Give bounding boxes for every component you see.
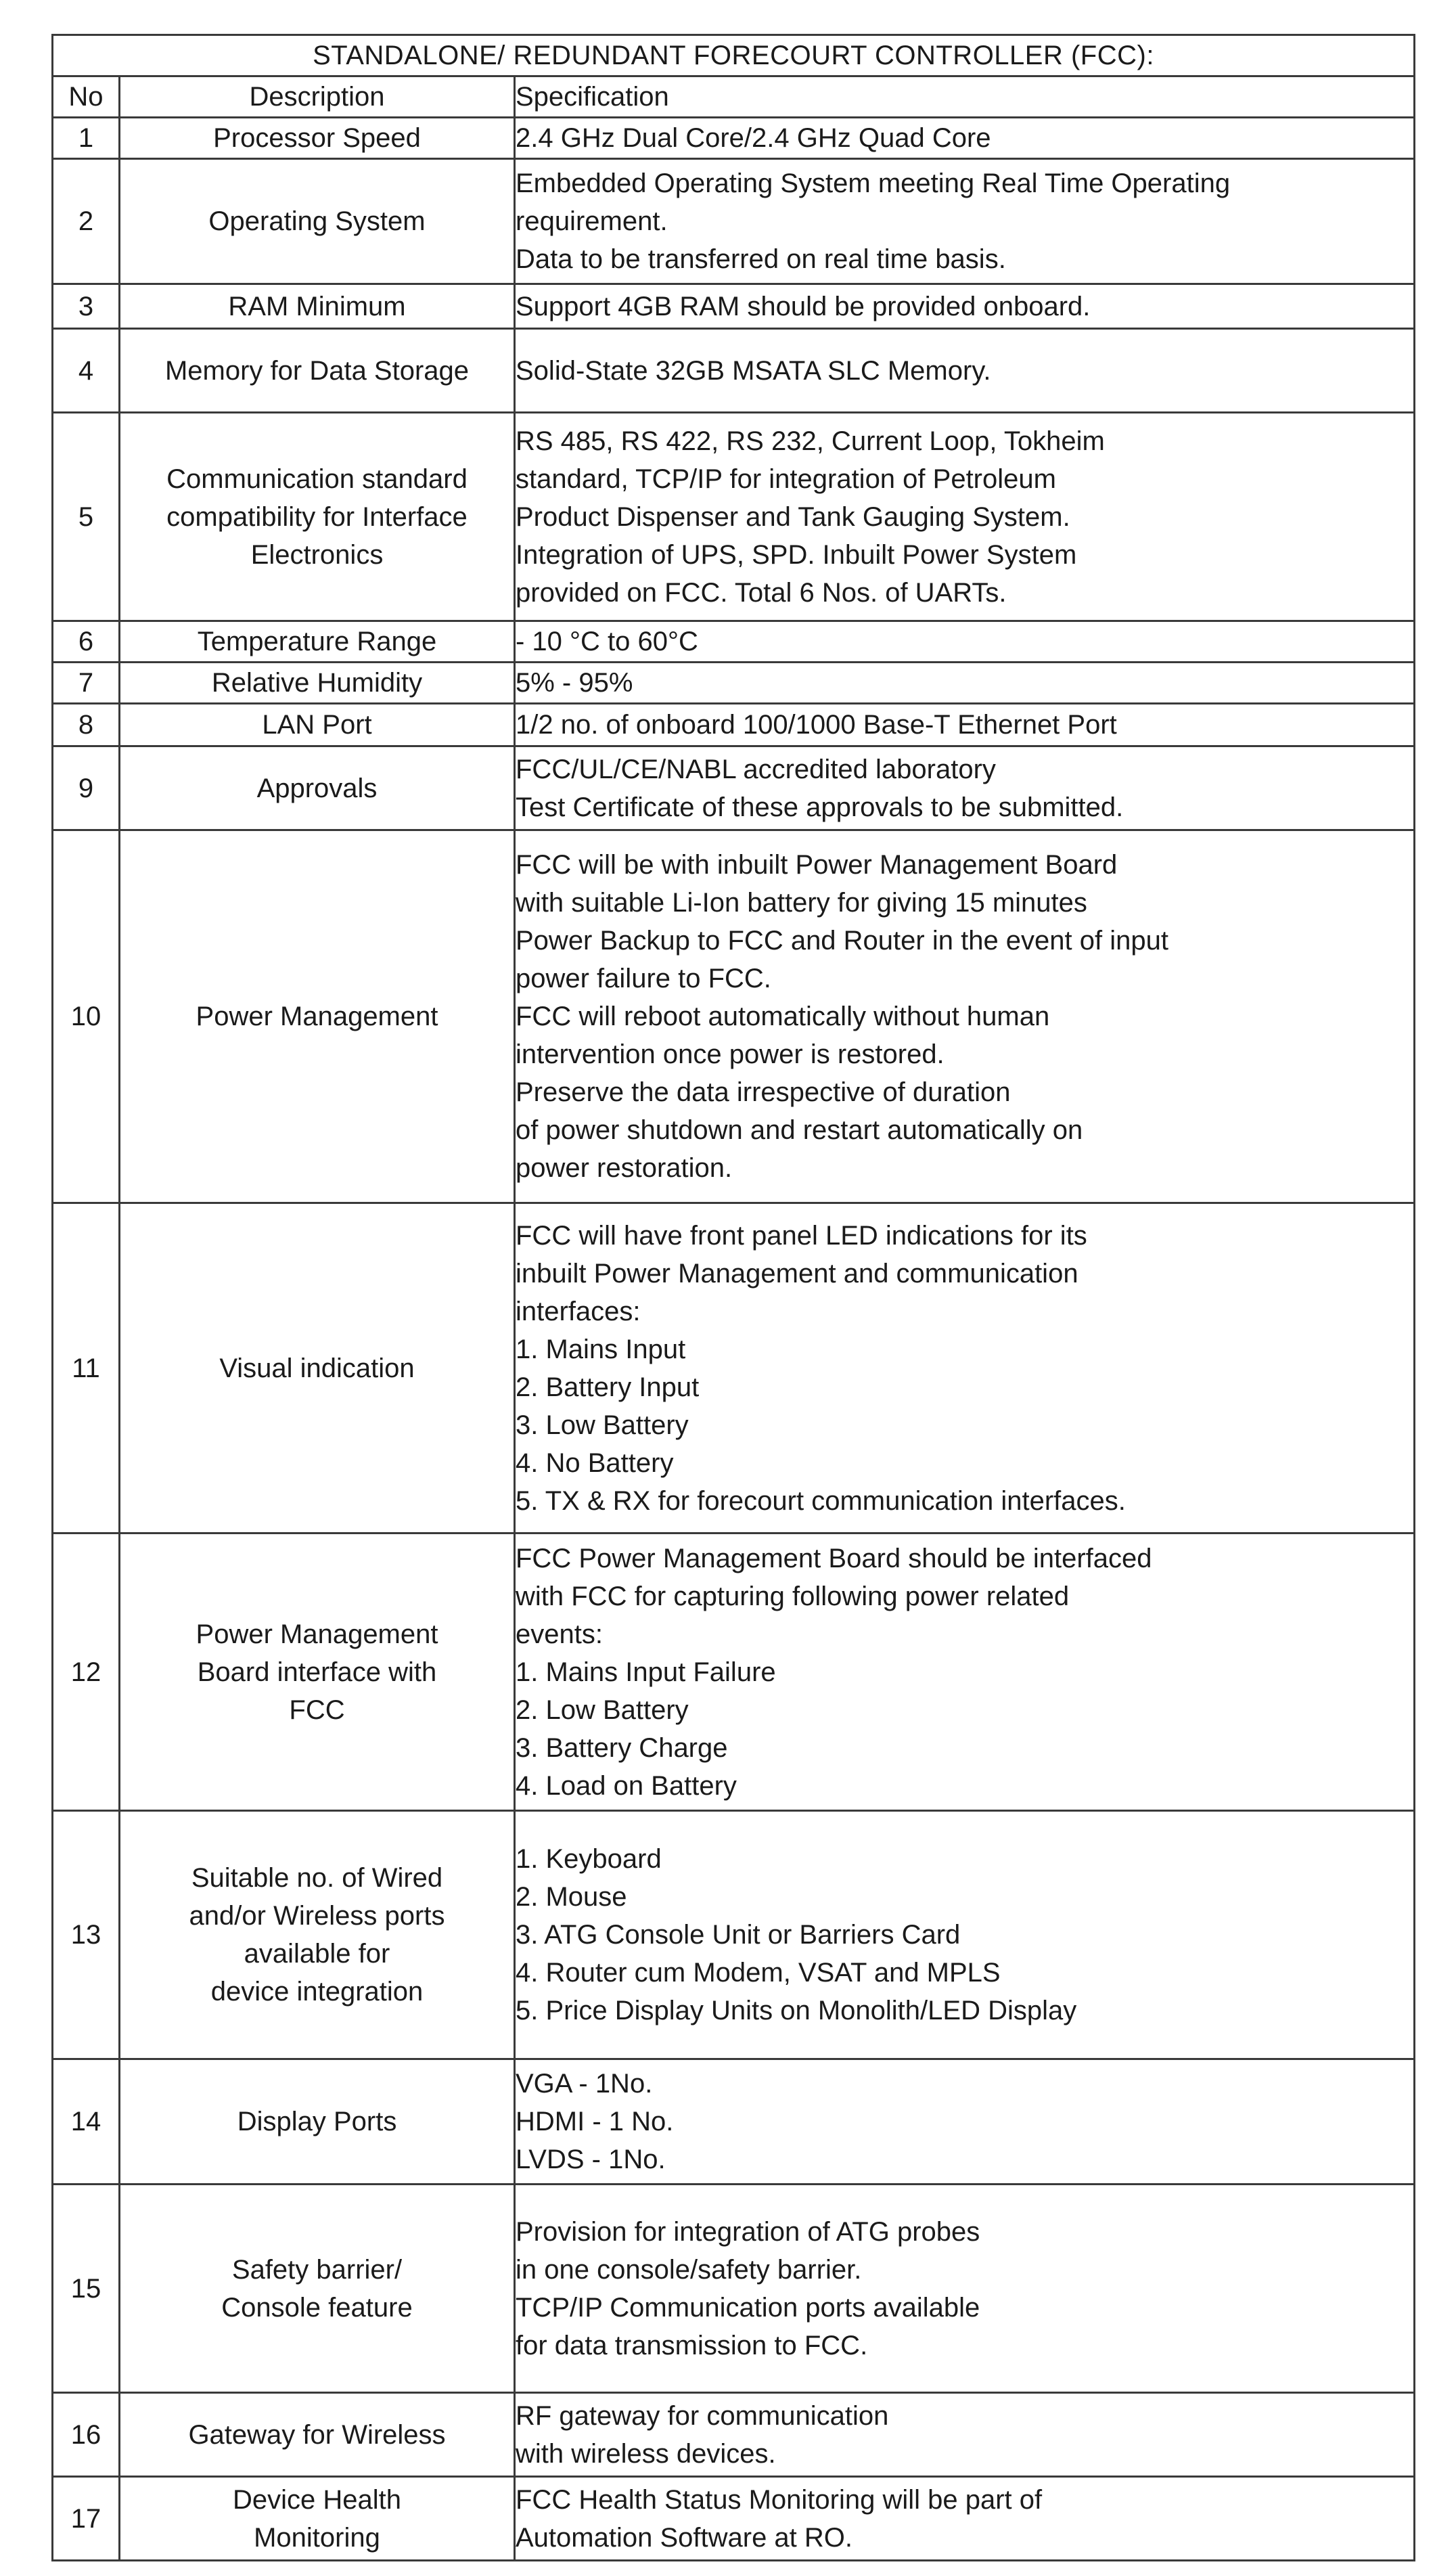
table-row xyxy=(53,621,1415,663)
row-number: 14 xyxy=(53,2059,120,2185)
table-row xyxy=(53,830,1415,1203)
row-specification xyxy=(515,663,1415,704)
table-row xyxy=(53,284,1415,329)
specification-line: requirement. xyxy=(516,206,668,236)
specification-line: with FCC for capturing following power related xyxy=(516,1581,1070,1611)
specification-line: FCC will have front panel LED indications for its xyxy=(516,1220,1087,1251)
specification-line: Provision for integration of ATG probes xyxy=(516,2216,980,2247)
description-line: Memory for Data Storage xyxy=(164,355,470,386)
table-row xyxy=(53,329,1415,413)
table-row xyxy=(53,413,1415,621)
table-row xyxy=(53,159,1415,284)
specification-line: events: xyxy=(516,1619,603,1649)
specification-line: Data to be transferred on real time basis. xyxy=(516,244,1006,274)
row-specification xyxy=(515,284,1415,329)
specification-line: Embedded Operating System meeting Real Time Operating xyxy=(516,169,1231,198)
specification-line: Automation Software at RO. xyxy=(516,2522,853,2553)
specification-line: RF gateway for communication xyxy=(516,2400,889,2431)
specification-line: 1/2 no. of onboard 100/1000 Base-T Ethernet Port xyxy=(516,710,1117,740)
description-line: Approvals xyxy=(256,773,378,803)
title-row xyxy=(53,35,1415,76)
specification-line: RS 485, RS 422, RS 232, Current Loop, Tokheim xyxy=(516,426,1105,456)
header-description: Description xyxy=(120,76,515,118)
row-specification xyxy=(515,159,1415,284)
description-line: Board interface with xyxy=(197,1657,437,1687)
row-description xyxy=(120,329,515,413)
row-description xyxy=(120,704,515,746)
specification-line: for data transmission to FCC. xyxy=(516,2330,868,2360)
specification-line: HDMI - 1 No. xyxy=(516,2107,674,2136)
description-line: LAN Port xyxy=(262,710,372,740)
row-description xyxy=(120,2477,515,2561)
specification-line: 2. Mouse xyxy=(516,1882,627,1912)
description-line: Visual indication xyxy=(219,1353,415,1383)
specification-line: 4. Router cum Modem, VSAT and MPLS xyxy=(516,1958,1001,1988)
specification-line: inbuilt Power Management and communication xyxy=(516,1258,1078,1289)
row-number: 11 xyxy=(53,1203,120,1533)
row-number: 2 xyxy=(53,159,120,284)
row-description xyxy=(120,1203,515,1533)
specification-line: power failure to FCC. xyxy=(516,964,771,993)
specification-line: standard, TCP/IP for integration of Petroleum xyxy=(516,464,1056,494)
row-specification xyxy=(515,1203,1415,1533)
specification-line: 3. Low Battery xyxy=(516,1410,689,1440)
table-body xyxy=(53,118,1415,2561)
description-line: Console feature xyxy=(221,2292,413,2323)
row-specification xyxy=(515,2059,1415,2185)
row-description xyxy=(120,413,515,621)
row-number: 7 xyxy=(53,663,120,704)
description-line: Communication standard xyxy=(166,464,468,494)
row-description xyxy=(120,621,515,663)
description-line: Relative Humidity xyxy=(211,668,423,698)
specification-line: Power Backup to FCC and Router in the event of input xyxy=(516,926,1168,956)
specification-line: 3. ATG Console Unit or Barriers Card xyxy=(516,1920,961,1950)
row-description xyxy=(120,284,515,329)
row-specification xyxy=(515,2477,1415,2561)
table-row xyxy=(53,2059,1415,2185)
specification-line: 4. No Battery xyxy=(516,1448,674,1478)
specification-line: FCC Health Status Monitoring will be part of xyxy=(516,2484,1043,2515)
row-specification xyxy=(515,621,1415,663)
header-specification: Specification xyxy=(515,76,1415,118)
specification-line: with wireless devices. xyxy=(516,2438,776,2469)
description-line: Gateway for Wireless xyxy=(188,2419,446,2450)
specification-line: Test Certificate of these approvals to be submitted. xyxy=(516,792,1124,822)
row-description xyxy=(120,1533,515,1811)
table-row xyxy=(53,118,1415,159)
description-line: Operating System xyxy=(208,206,426,236)
description-line: available for xyxy=(244,1939,390,1969)
table-row xyxy=(53,704,1415,746)
specification-line: 3. Battery Charge xyxy=(516,1732,728,1763)
row-number: 9 xyxy=(53,746,120,830)
specification-line: interfaces: xyxy=(516,1296,641,1326)
specification-line: Integration of UPS, SPD. Inbuilt Power System xyxy=(516,539,1077,570)
description-line: Electronics xyxy=(250,539,384,570)
specification-line: 1. Mains Input xyxy=(516,1334,686,1364)
row-specification xyxy=(515,704,1415,746)
header-row xyxy=(53,76,1415,118)
description-line: Processor Speed xyxy=(213,123,421,153)
description-line: Device Health xyxy=(232,2484,401,2515)
row-specification xyxy=(515,2185,1415,2393)
row-number: 5 xyxy=(53,413,120,621)
specification-line: 1. Keyboard xyxy=(516,1844,662,1874)
row-number: 13 xyxy=(53,1811,120,2059)
row-description xyxy=(120,2185,515,2393)
specification-line: of power shutdown and restart automatically on xyxy=(516,1115,1083,1145)
specification-line: Solid-State 32GB MSATA SLC Memory. xyxy=(516,355,991,386)
table-row xyxy=(53,2393,1415,2477)
description-line: Power Management xyxy=(196,1619,438,1649)
specification-line: LVDS - 1No. xyxy=(516,2145,666,2174)
row-specification xyxy=(515,2393,1415,2477)
row-number: 10 xyxy=(53,830,120,1203)
specification-line: TCP/IP Communication ports available xyxy=(516,2292,980,2323)
specification-line: 2. Low Battery xyxy=(516,1695,689,1725)
specification-line: Support 4GB RAM should be provided onboard. xyxy=(516,291,1091,321)
specification-line: 4. Load on Battery xyxy=(516,1770,737,1801)
row-specification xyxy=(515,118,1415,159)
specification-line: with suitable Li-Ion battery for giving 15 minutes xyxy=(516,888,1087,918)
description-line: device integration xyxy=(210,1977,424,2007)
fcc-spec-table xyxy=(51,34,1415,2561)
table-title: STANDALONE/ REDUNDANT FORECOURT CONTROLLER (FCC): xyxy=(53,35,1415,76)
row-description xyxy=(120,1811,515,2059)
description-line: RAM Minimum xyxy=(228,291,406,321)
specification-line: - 10 °C to 60°C xyxy=(516,627,698,656)
row-number: 16 xyxy=(53,2393,120,2477)
row-description xyxy=(120,118,515,159)
row-specification xyxy=(515,1533,1415,1811)
description-line: Temperature Range xyxy=(197,627,437,656)
specification-line: 2.4 GHz Dual Core/2.4 GHz Quad Core xyxy=(516,123,991,153)
specification-line: FCC/UL/CE/NABL accredited laboratory xyxy=(516,754,996,784)
row-number: 6 xyxy=(53,621,120,663)
description-line: Display Ports xyxy=(237,2107,397,2136)
row-description xyxy=(120,746,515,830)
description-line: and/or Wireless ports xyxy=(189,1901,445,1931)
specification-line: provided on FCC. Total 6 Nos. of UARTs. xyxy=(516,577,1007,608)
specification-line: 5% - 95% xyxy=(516,668,633,698)
specification-line: intervention once power is restored. xyxy=(516,1039,945,1069)
row-description xyxy=(120,663,515,704)
table-row xyxy=(53,663,1415,704)
row-description xyxy=(120,2059,515,2185)
row-number: 12 xyxy=(53,1533,120,1811)
table-row xyxy=(53,1533,1415,1811)
description-line: Safety barrier/ xyxy=(231,2254,403,2285)
row-description xyxy=(120,830,515,1203)
row-number: 17 xyxy=(53,2477,120,2561)
row-number: 15 xyxy=(53,2185,120,2393)
specification-line: FCC Power Management Board should be interfaced xyxy=(516,1543,1152,1573)
description-line: Monitoring xyxy=(254,2522,380,2553)
row-number: 3 xyxy=(53,284,120,329)
description-line: Power Management xyxy=(196,1002,438,1031)
description-line: compatibility for Interface xyxy=(166,501,468,532)
table-row xyxy=(53,2477,1415,2561)
table-row xyxy=(53,1811,1415,2059)
table-row xyxy=(53,1203,1415,1533)
specification-line: power restoration. xyxy=(516,1153,733,1183)
row-number: 8 xyxy=(53,704,120,746)
row-description xyxy=(120,159,515,284)
specification-line: FCC will reboot automatically without human xyxy=(516,1002,1050,1031)
description-line: Suitable no. of Wired xyxy=(191,1863,443,1893)
row-specification xyxy=(515,329,1415,413)
description-line: FCC xyxy=(289,1695,345,1725)
row-specification xyxy=(515,1811,1415,2059)
specification-line: Preserve the data irrespective of duration xyxy=(516,1077,1011,1107)
specification-line: 1. Mains Input Failure xyxy=(516,1657,776,1687)
row-specification xyxy=(515,830,1415,1203)
specification-line: in one console/safety barrier. xyxy=(516,2254,862,2285)
specification-line: 2. Battery Input xyxy=(516,1372,700,1402)
specification-line: Product Dispenser and Tank Gauging System. xyxy=(516,501,1070,532)
specification-line: VGA - 1No. xyxy=(516,2069,653,2099)
table-row xyxy=(53,2185,1415,2393)
row-number: 1 xyxy=(53,118,120,159)
row-specification xyxy=(515,413,1415,621)
row-description xyxy=(120,2393,515,2477)
specification-line: FCC will be with inbuilt Power Management Board xyxy=(516,850,1118,880)
row-specification xyxy=(515,746,1415,830)
specification-line: 5. Price Display Units on Monolith/LED Display xyxy=(516,1996,1077,2025)
table-row xyxy=(53,746,1415,830)
specification-line: 5. TX & RX for forecourt communication interfaces. xyxy=(516,1485,1126,1516)
row-number: 4 xyxy=(53,329,120,413)
header-no: No xyxy=(53,76,120,118)
